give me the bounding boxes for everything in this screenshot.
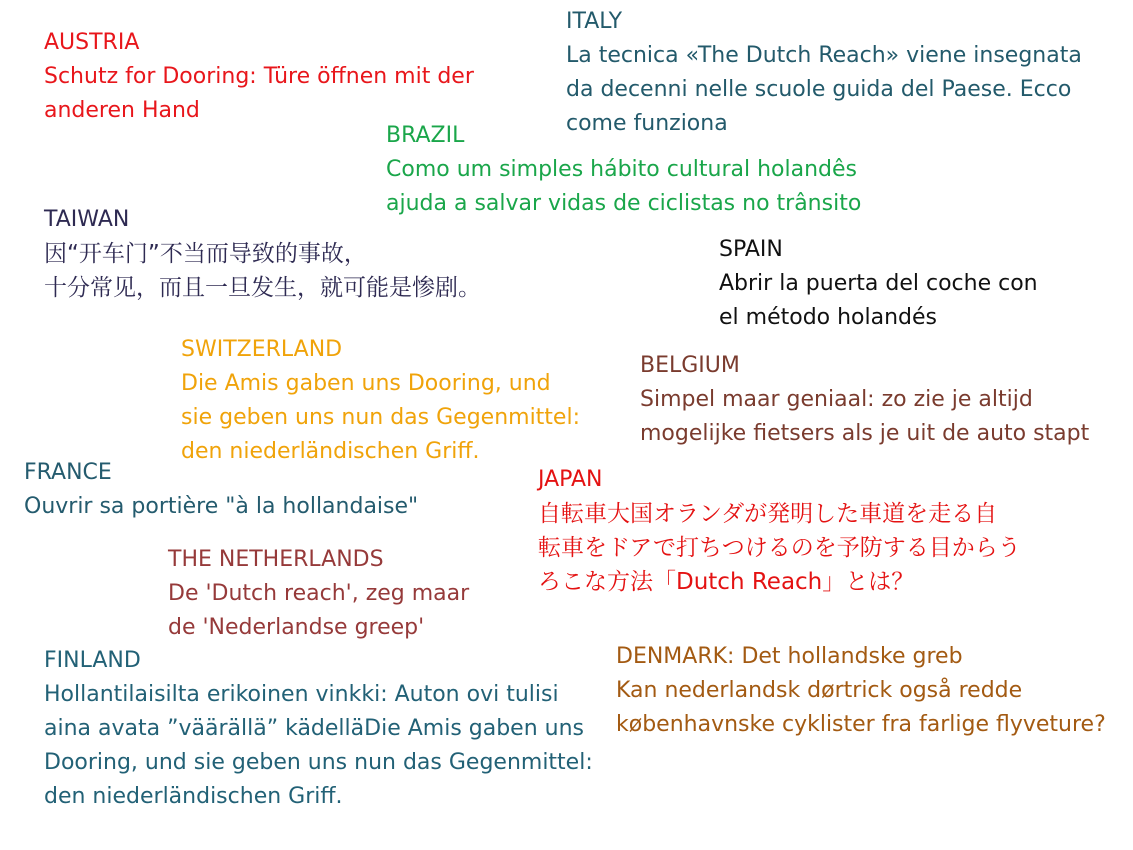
brazil-headline-line-2: ajuda a salvar vidas de ciclistas no trânsito [386,191,862,216]
taiwan-headline-line-1: 因“开车门”不当而导致的事故， [44,241,367,267]
finland-country-label: FINLAND [44,648,141,673]
finland-headline-line-4: den niederländischen Griff. [44,784,343,809]
austria-headline-block [44,26,474,128]
france-headline-block [24,456,418,524]
france-country-label: FRANCE [24,460,112,485]
taiwan-headline-line-2: 十分常见，而且一旦发生，就可能是惨剧。 [44,275,481,301]
netherlands-country-label: THE NETHERLANDS [168,547,384,572]
belgium-headline-block [640,349,1089,451]
austria-country-label: AUSTRIA [44,30,140,55]
japan-headline-line-1: 自転車大国オランダが発明した車道を走る自 [538,501,998,527]
spain-headline-line-2: el método holandés [719,305,938,330]
netherlands-headline-line-1: De 'Dutch reach', zeg maar [168,581,470,606]
finland-headline-line-3: Dooring, und sie geben uns nun das Gegenmittel: [44,750,593,775]
italy-country-label: ITALY [566,9,623,34]
austria-headline-line-2: anderen Hand [44,98,200,123]
denmark-country-label: DENMARK: Det hollandske greb [616,644,963,669]
netherlands-headline-block [168,543,469,645]
taiwan-country-label: TAIWAN [44,207,130,232]
belgium-headline-line-1: Simpel maar geniaal: zo zie je altijd [640,387,1033,412]
italy-headline-line-1: La tecnica «The Dutch Reach» viene insegnata [566,43,1082,68]
brazil-country-label: BRAZIL [386,123,465,148]
switzerland-headline-line-2: sie geben uns nun das Gegenmittel: [181,405,580,430]
spain-headline-line-1: Abrir la puerta del coche con [719,271,1038,296]
finland-headline-block [44,644,593,814]
belgium-headline-line-2: mogelijke fietsers als je uit de auto stapt [640,421,1090,446]
brazil-headline-line-1: Como um simples hábito cultural holandês [386,157,857,182]
spain-country-label: SPAIN [719,237,783,262]
denmark-headline-line-1: Kan nederlandsk dørtrick også redde [616,678,1023,703]
japan-headline-line-3: ろこな方法「Dutch Reach」とは？ [538,569,915,595]
japan-headline-line-2: 転車をドアで打ちつけるのを予防する目からう [538,535,1021,561]
japan-headline-block [538,463,1021,599]
italy-headline-line-3: come funziona [566,111,728,136]
austria-headline-line-1: Schutz for Dooring: Türe öffnen mit der [44,64,474,89]
switzerland-headline-line-1: Die Amis gaben uns Dooring, und [181,371,551,396]
switzerland-headline-line-3: den niederländischen Griff. [181,439,480,464]
italy-headline-line-2: da decenni nelle scuole guida del Paese. Ecco [566,77,1072,102]
denmark-headline-line-2: københavnske cyklister fra farlige flyveture? [616,712,1106,737]
japan-country-label: JAPAN [538,467,603,492]
finland-headline-line-1: Hollantilaisilta erikoinen vinkki: Auton ovi tulisi [44,682,559,707]
switzerland-headline-block [181,333,580,469]
netherlands-headline-line-2: de 'Nederlandse greep' [168,615,425,640]
spain-headline-block [719,233,1038,335]
taiwan-headline-block [44,203,481,305]
switzerland-country-label: SWITZERLAND [181,337,343,362]
finland-headline-line-2: aina avata ”väärällä” kädelläDie Amis gaben uns [44,716,584,741]
denmark-headline-block [616,640,1106,742]
belgium-country-label: BELGIUM [640,353,740,378]
france-headline-line-1: Ouvrir sa portière "à la hollandaise" [24,494,419,519]
